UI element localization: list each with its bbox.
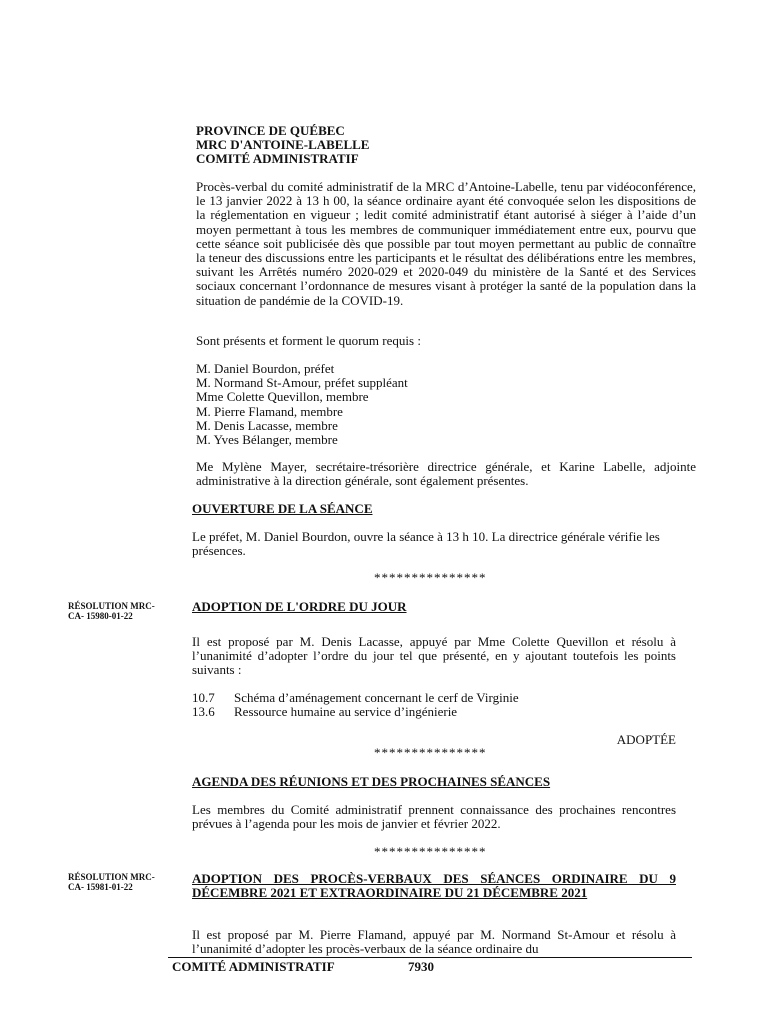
section-title-agenda-adoption: ADOPTION DE L'ORDRE DU JOUR [192,599,407,614]
header-province: PROVINCE DE QUÉBEC [196,123,345,138]
resolution-number: CA- 15981-01-22 [68,882,133,892]
opening-text: Le préfet, M. Daniel Bourdon, ouvre la séance à 13 h 10. La directrice générale vérifie les présences. [192,529,660,559]
document-header [196,124,496,167]
also-present-text: Me Mylène Mayer, secrétaire-trésorière directrice générale, et Karine Labelle, adjointe administrative à la direction générale, sont également présentes. [196,459,696,489]
resolution-number: CA- 15980-01-22 [68,611,133,621]
footer-label: COMITÉ ADMINISTRATIF [172,959,335,974]
quorum-text: Sont présents et forment le quorum requis : [196,333,421,348]
header-committee: COMITÉ ADMINISTRATIF [196,151,359,167]
footer-rule [168,957,692,958]
list-item [192,691,672,705]
member-item: M. Denis Lacasse, membre [196,417,338,433]
members-list [196,362,596,447]
item-label: Schéma d’aménagement concernant le cerf de Virginie [234,690,519,705]
header-mrc: MRC D'ANTOINE-LABELLE [196,137,370,153]
adopted-status: ADOPTÉE [616,732,676,747]
item-number: 13.6 [192,704,215,720]
minutes-text: Il est proposé par M. Pierre Flamand, appuyé par M. Normand St-Amour et résolu à l’unanimité d’adopter les procès-verbaux de la séance ordinaire du [192,928,676,956]
separator: *************** [374,844,487,859]
page-number: 7930 [408,959,434,974]
section-title-meetings: AGENDA DES RÉUNIONS ET DES PROCHAINES SÉANCES [192,774,551,789]
meetings-text: Les membres du Comité administratif prennent connaissance des prochaines rencontres prévues à l’agenda pour les mois de janvier et février 2022. [192,802,676,832]
separator: *************** [374,570,487,585]
member-item: Mme Colette Quevillon, membre [196,389,369,405]
section-title-opening: OUVERTURE DE LA SÉANCE [192,501,373,516]
agenda-items-list [192,691,672,719]
intro-paragraph: Procès-verbal du comité administratif de la MRC d’Antoine-Labelle, tenu par vidéoconférence, le 13 janvier 2022 à 13 h 00, la séance ordinaire ayant été convoquée selon les dispositions de la réglementation en vigueur ; ledit comité administratif étant autorisé à siéger à l’aide d’un moyen permettant à tous les membres de communiquer immédiatement entre eux, pourvu que cette séance soit publicisée dès que possible par tout moyen permettant au public de connaître la teneur des discussions entre les participants et le résultat des délibérations entre les membres, suivant les Arrêtés numéro 2020-029 et 2020-049 du ministère de la Santé et des Services sociaux concernant l’ordonnance de mesures visant à protéger la santé de la population dans la situation de pandémie de la COVID-19. [196,179,696,308]
agenda-adoption-text: Il est proposé par M. Denis Lacasse, appuyé par Mme Colette Quevillon et résolu à l’unanimité d’adopter l’ordre du jour tel que présenté, en y ajoutant toutefois les points suivants : [192,634,676,678]
list-item [192,705,672,719]
member-item: M. Yves Bélanger, membre [196,432,338,448]
resolution-label-line: RÉSOLUTION MRC- [68,601,155,611]
separator: *************** [374,745,487,760]
member-item: M. Pierre Flamand, membre [196,403,343,419]
resolution-label [68,601,188,621]
resolution-label [68,872,188,892]
resolution-label-line: RÉSOLUTION MRC- [68,872,155,882]
item-number: 10.7 [192,690,215,705]
member-item: M. Normand St-Amour, préfet suppléant [196,375,408,391]
section-title-minutes: ADOPTION DES PROCÈS-VERBAUX DES SÉANCES ORDINAIRE DU 9 DÉCEMBRE 2021 ET EXTRAORDINAIRE DU 21 DÉCEMBRE 2021 [192,871,676,901]
member-item: M. Daniel Bourdon, préfet [196,361,335,376]
item-label: Ressource humaine au service d’ingénierie [234,704,458,720]
